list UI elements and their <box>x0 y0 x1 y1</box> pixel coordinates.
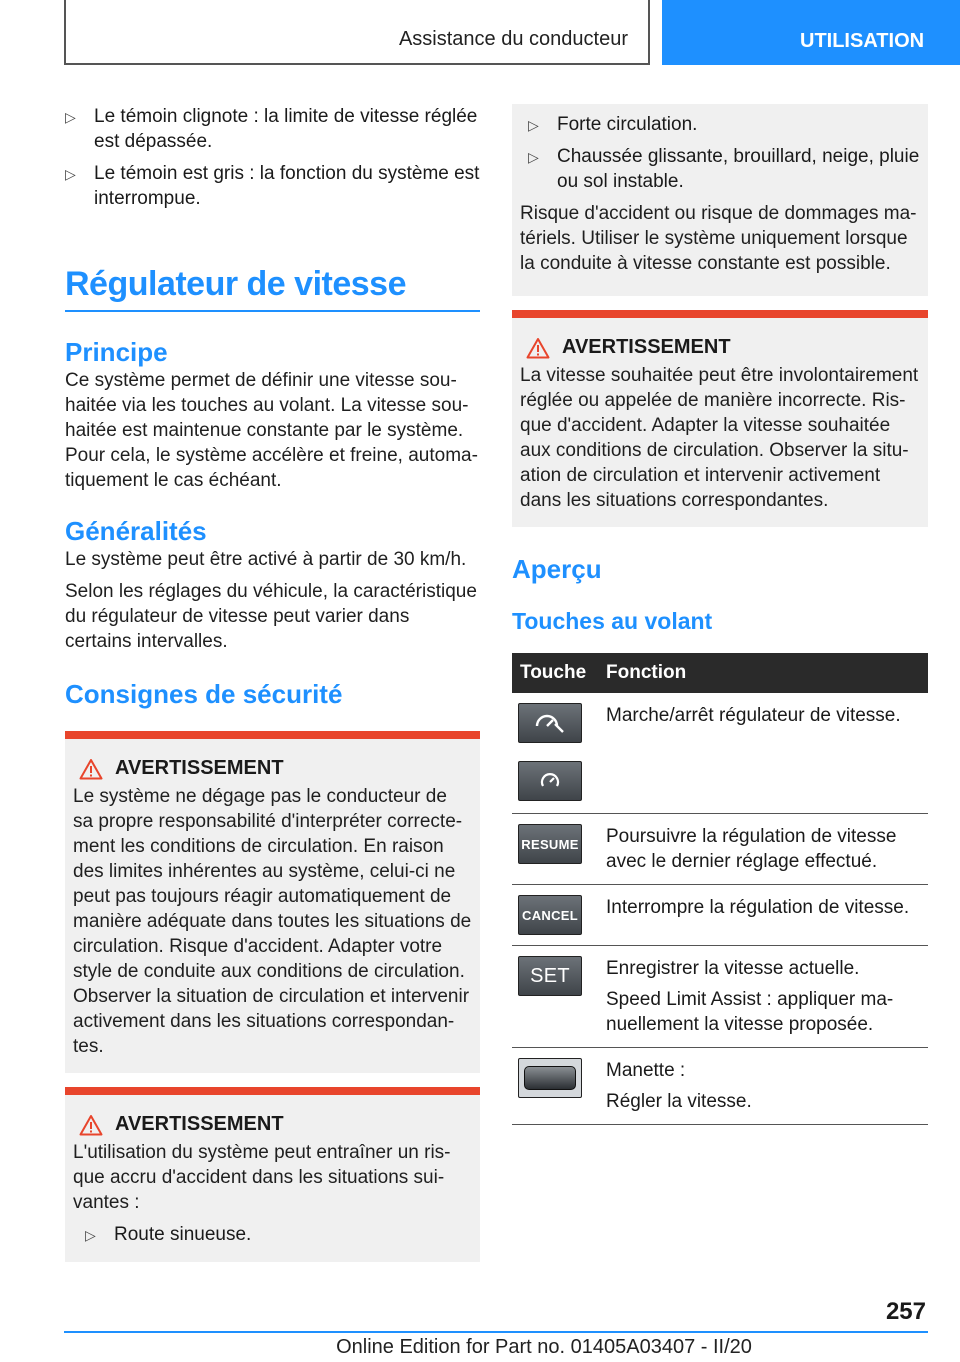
column-header-touche: Touche <box>512 653 598 693</box>
footer-divider <box>64 1331 928 1333</box>
triangle-bullet-icon: ▷ <box>528 149 539 165</box>
function-text: Manette : <box>606 1060 686 1081</box>
warning-text: La vitesse souhaitée peut être involontairement réglée ou appelée de manière incorrecte. Ris-que d'accident. Adapter la vitesse souhaitée aux conditions de circulation. Observer la situ-ation de circulation et intervenir activement dans les situations correspondantes. <box>520 365 919 511</box>
function-text: Speed Limit Assist : appliquer ma-nuellement la vitesse proposée. <box>606 989 894 1035</box>
subsection-title-touches: Touches au volant <box>512 608 713 634</box>
warning-label: AVERTISSEMENT <box>562 336 731 358</box>
list-item: ▷ Forte circulation. <box>528 112 920 137</box>
steering-keys-table <box>512 653 928 1125</box>
warning-triangle-icon <box>526 337 550 359</box>
generalites-text-2: Selon les réglages du véhicule, la caractéristique du régulateur de vitesse peut varier dans certains intervalles. <box>65 581 477 652</box>
top-bullet-list <box>65 104 480 211</box>
set-key-icon: SET <box>518 956 582 996</box>
warning-bullet-list <box>85 1222 472 1247</box>
left-column <box>65 104 480 1262</box>
table-row <box>512 1048 928 1125</box>
list-item: ▷ Chaussée glissante, brouillard, neige, pluie ou sol instable. <box>528 146 920 192</box>
section-title-apercu: Aperçu <box>512 554 602 584</box>
warning-header <box>526 336 920 359</box>
triangle-bullet-icon: ▷ <box>528 117 539 133</box>
list-item: ▷ Le témoin clignote : la limite de vitesse réglée est dépassée. <box>65 106 478 152</box>
header-chapter-tab[interactable] <box>662 0 960 65</box>
cruise-control-key-icon <box>518 703 582 743</box>
continuation-bullet-list <box>528 112 920 194</box>
speedometer-icon <box>533 712 567 734</box>
warning-continuation-box <box>512 104 928 296</box>
section-title-consignes: Consignes de sécurité <box>65 679 343 709</box>
triangle-bullet-icon: ▷ <box>65 109 76 125</box>
rocker-switch-icon <box>524 1066 576 1090</box>
warning-box-2 <box>65 1087 480 1262</box>
function-text: Enregistrer la vitesse actuelle. <box>606 958 860 979</box>
continuation-text: Risque d'accident ou risque de dommages ma-tériels. Utiliser le système uniquement lorsque la conduite à vitesse constante est possible. <box>520 203 917 274</box>
right-column <box>512 104 928 1125</box>
chapter-divider <box>65 310 480 312</box>
warning-text: L'utilisation du système peut entraîner un ris-que accru d'accident dans les situations sui-vantes : <box>73 1142 451 1213</box>
table-row <box>512 693 928 814</box>
warning-text: Le système ne dégage pas le conducteur de sa propre responsabilité d'interpréter correcte-ment les conditions de circulation. En raison des limites inhérentes au système, celui-ci ne peut pas toujours réagir automatiquement de manière adéquate dans toutes les situations de circulation. Risque d'accident. Adapter votre style de conduite aux conditions de circulation. Observer la situation de circulation et intervenir activement dans les situations correspondan-tes. <box>73 786 472 1057</box>
warning-label: AVERTISSEMENT <box>115 1113 284 1135</box>
function-text: Interrompre la régulation de vitesse. <box>606 897 910 918</box>
table-row <box>512 814 928 885</box>
list-item: ▷ Le témoin est gris : la fonction du système est interrompue. <box>65 163 480 209</box>
lever-key-icon <box>518 1058 582 1098</box>
section-title-generalites: Généralités <box>65 516 207 546</box>
generalites-text-1: Le système peut être activé à partir de 30 km/h. <box>65 549 467 570</box>
triangle-bullet-icon: ▷ <box>65 166 76 182</box>
function-text: Poursuivre la régulation de vitesse avec le dernier réglage effectué. <box>606 826 897 872</box>
warning-triangle-icon <box>79 758 103 780</box>
warning-box-1 <box>65 731 480 1073</box>
speed-limiter-icon <box>537 770 563 792</box>
header-section-title: Assistance du conducteur <box>398 28 628 50</box>
warning-box-3 <box>512 310 928 527</box>
resume-key-icon: RESUME <box>518 824 582 864</box>
table-header-row <box>512 653 928 693</box>
page-number: 257 <box>885 1298 926 1325</box>
chapter-title: Régulateur de vitesse <box>65 265 406 303</box>
column-header-fonction: Fonction <box>598 653 928 693</box>
principe-text: Ce système permet de définir une vitesse sou-haitée via les touches au volant. La vitesse sou-haitée est maintenue constante par le système. Pour cela, le système accélère et freine, automa-tiquement le cas échéant. <box>65 370 478 491</box>
warning-triangle-icon <box>79 1114 103 1136</box>
function-text: Marche/arrêt régulateur de vitesse. <box>606 705 901 726</box>
list-item: ▷ Route sinueuse. <box>85 1222 472 1247</box>
limiter-key-icon <box>518 761 582 801</box>
warning-label: AVERTISSEMENT <box>115 757 284 779</box>
warning-header <box>79 757 472 780</box>
cancel-key-icon: CANCEL <box>518 895 582 935</box>
table-row <box>512 946 928 1048</box>
header-chapter-label: UTILISATION <box>800 30 925 52</box>
function-text: Régler la vitesse. <box>606 1091 752 1112</box>
table-row <box>512 885 928 946</box>
triangle-bullet-icon: ▷ <box>85 1227 96 1243</box>
edition-note: Online Edition for Part no. 01405A03407 - II/20 <box>336 1336 752 1358</box>
section-title-principe: Principe <box>65 337 168 367</box>
warning-header <box>79 1113 472 1136</box>
